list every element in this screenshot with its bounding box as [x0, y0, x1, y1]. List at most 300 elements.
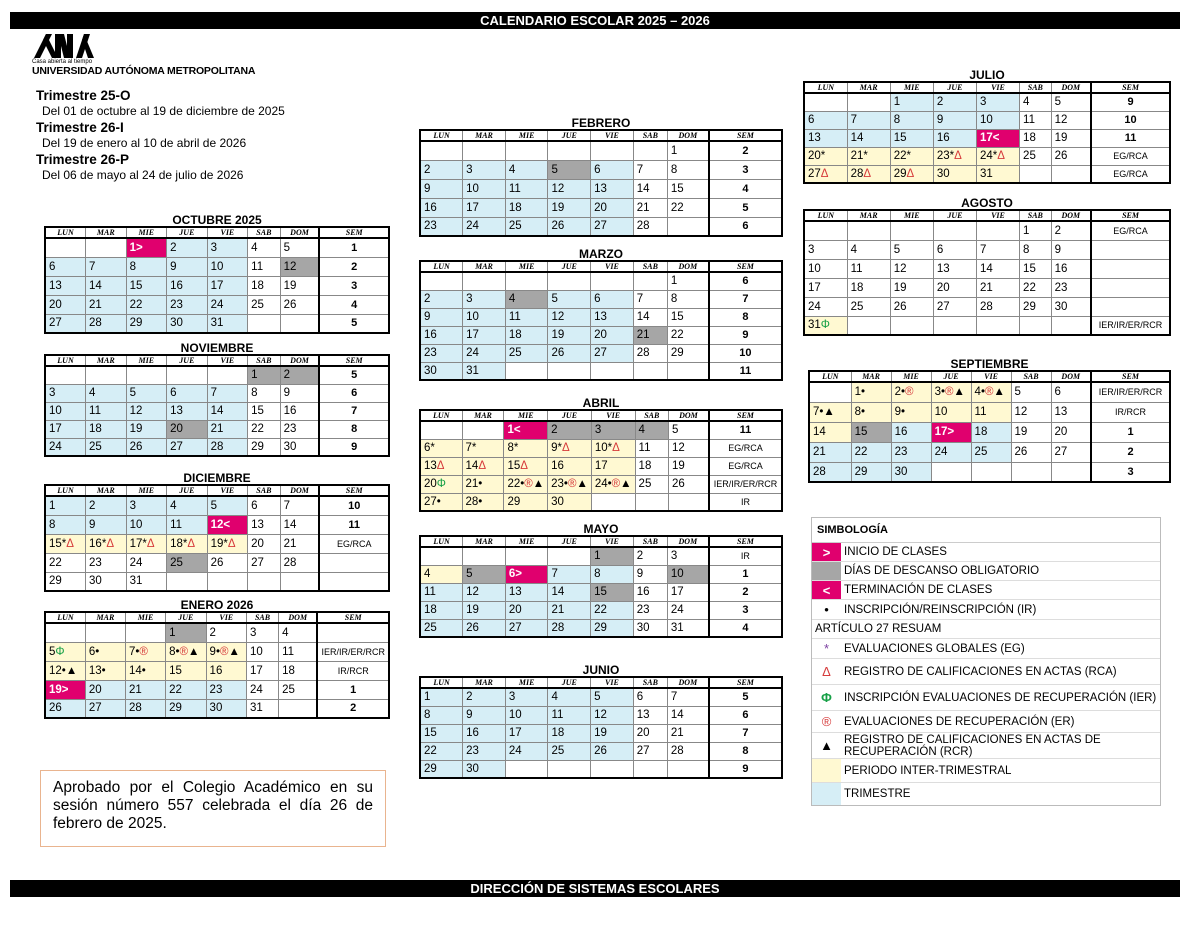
day-cell — [505, 547, 548, 565]
day-cell: 10 — [463, 179, 506, 198]
day-cell: 30 — [167, 314, 208, 333]
day-cell: 1 — [420, 688, 463, 706]
day-cell: 13 — [167, 402, 208, 420]
day-cell: 6 — [167, 384, 208, 402]
day-cell — [462, 421, 504, 439]
day-cell: 4 — [505, 160, 548, 179]
day-cell — [45, 623, 85, 642]
day-header: MAR — [86, 485, 127, 496]
week-number — [1091, 259, 1170, 278]
day-header: SEM — [319, 355, 389, 366]
day-header: VIE — [591, 130, 634, 141]
day-cell: 16 — [633, 583, 667, 601]
day-cell: 16 — [1051, 259, 1091, 278]
legend-item — [812, 759, 1160, 783]
day-cell: 15 — [166, 661, 206, 680]
day-cell: 22 — [667, 198, 708, 217]
day-header: LUN — [420, 677, 463, 688]
day-cell — [1011, 462, 1051, 482]
week-row — [804, 297, 1170, 316]
day-header: SEM — [1091, 371, 1170, 382]
week-number: 10 — [709, 344, 782, 362]
day-cell: 12 — [126, 402, 167, 420]
day-cell: 29 — [1020, 297, 1052, 316]
day-cell: 24 — [463, 344, 506, 362]
week-number: 11 — [319, 515, 389, 534]
day-cell: 31 — [246, 699, 278, 718]
day-cell: 17> — [931, 422, 971, 442]
day-cell — [548, 547, 591, 565]
day-cell: 29 — [667, 344, 708, 362]
day-cell: 18 — [847, 278, 890, 297]
legend-item — [812, 783, 1160, 805]
week-row — [45, 515, 389, 534]
day-header: DOM — [667, 130, 708, 141]
day-cell — [125, 623, 165, 642]
week-row — [45, 238, 389, 257]
legend-icon — [812, 562, 841, 580]
day-cell: 8 — [667, 290, 708, 308]
day-cell: 8 — [126, 257, 167, 276]
week-row — [420, 439, 782, 457]
day-cell: 10 — [126, 515, 167, 534]
day-header: LUN — [45, 612, 85, 623]
day-cell: 9 — [280, 384, 319, 402]
day-cell: 4 — [279, 623, 318, 642]
week-number: EG/RCA — [1091, 165, 1170, 183]
day-cell: 20 — [633, 724, 667, 742]
legend-text: EVALUACIONES DE RECUPERACIÓN (ER) — [844, 715, 1075, 728]
day-cell — [591, 493, 635, 511]
day-cell: 1 — [1020, 221, 1052, 240]
day-cell — [890, 221, 933, 240]
day-header: MAR — [463, 536, 506, 547]
day-cell: 28 — [633, 217, 667, 236]
day-header: VIE — [976, 210, 1019, 221]
day-cell: 19 — [548, 198, 591, 217]
day-cell: 25 — [635, 475, 668, 493]
day-cell — [668, 493, 708, 511]
day-cell: 10 — [45, 402, 86, 420]
day-header: MIE — [126, 485, 167, 496]
day-header: MIE — [504, 410, 548, 421]
month-marzo — [419, 248, 783, 381]
day-cell: 3 — [126, 496, 167, 515]
calendar-table — [419, 535, 783, 638]
week-row — [45, 661, 389, 680]
day-cell: 10 — [463, 308, 506, 326]
day-cell: 5 — [548, 160, 591, 179]
day-cell — [86, 366, 127, 384]
day-header: SEM — [709, 677, 782, 688]
day-header: SEM — [709, 261, 782, 272]
day-cell: 22 — [45, 553, 86, 572]
day-header: SEM — [709, 410, 782, 421]
day-cell: 4 — [167, 496, 208, 515]
day-header: SAB — [1020, 82, 1052, 93]
legend-text: TRIMESTRE — [844, 788, 911, 800]
week-number: 9 — [709, 760, 782, 778]
day-header: SEM — [709, 130, 782, 141]
day-cell: 29 — [851, 462, 891, 482]
week-number: 10 — [319, 496, 389, 515]
day-cell: 9*Δ — [548, 439, 592, 457]
page-footer: DIRECCIÓN DE SISTEMAS ESCOLARES — [10, 880, 1180, 897]
week-number: 1 — [317, 680, 389, 699]
day-header: SAB — [633, 536, 667, 547]
day-header: DOM — [1051, 371, 1091, 382]
day-cell: 17 — [591, 457, 635, 475]
day-cell: 18 — [548, 724, 591, 742]
day-cell: 12 — [890, 259, 933, 278]
day-cell — [505, 760, 548, 778]
day-header: SAB — [635, 410, 668, 421]
week-number — [1091, 240, 1170, 259]
day-header: VIE — [591, 536, 634, 547]
week-number: 6 — [709, 217, 782, 236]
legend-text: INSCRIPCIÓN EVALUACIONES DE RECUPERACIÓN (IER) — [844, 691, 1157, 704]
day-cell: 25 — [548, 742, 591, 760]
legend-text: INSCRIPCIÓN/REINSCRIPCIÓN (IR) — [844, 603, 1037, 616]
day-cell: 11 — [505, 308, 548, 326]
day-cell: 15 — [591, 583, 634, 601]
day-cell: 27 — [505, 619, 548, 637]
week-row — [420, 421, 782, 439]
day-cell: 17*Δ — [126, 534, 167, 553]
day-cell — [976, 221, 1019, 240]
day-cell: 20 — [167, 420, 208, 438]
day-cell: 8 — [591, 565, 634, 583]
day-header: MIE — [505, 536, 548, 547]
week-number: 4 — [319, 295, 389, 314]
day-cell: 7 — [633, 290, 667, 308]
day-cell: 12 — [668, 439, 708, 457]
day-cell: 26 — [548, 217, 591, 236]
week-row — [809, 382, 1170, 402]
day-cell: 21 — [976, 278, 1019, 297]
day-cell — [847, 221, 890, 240]
week-number: 4 — [709, 179, 782, 198]
month-noviembre — [44, 342, 390, 457]
day-cell: 25 — [86, 438, 127, 456]
day-header: DOM — [1051, 210, 1091, 221]
week-row — [804, 165, 1170, 183]
day-header: JUE — [167, 355, 208, 366]
week-row — [420, 475, 782, 493]
day-cell: 17 — [463, 326, 506, 344]
day-cell: 10 — [804, 259, 847, 278]
day-cell: 15 — [851, 422, 891, 442]
day-cell: 5 — [548, 290, 591, 308]
day-cell: 3 — [804, 240, 847, 259]
trimester-list — [36, 88, 336, 184]
day-header: MAR — [86, 227, 127, 238]
day-cell: 6 — [933, 240, 976, 259]
day-cell: 26 — [45, 699, 85, 718]
day-cell: 19 — [463, 601, 506, 619]
day-cell — [591, 141, 634, 160]
day-cell — [280, 572, 319, 591]
calendar-table — [419, 409, 783, 512]
day-cell: 3 — [246, 623, 278, 642]
day-header: JUE — [167, 227, 208, 238]
day-cell: 30 — [1051, 297, 1091, 316]
week-row — [420, 141, 782, 160]
day-cell: 18 — [1020, 129, 1052, 147]
day-cell: 16 — [933, 129, 976, 147]
day-header: MAR — [86, 355, 127, 366]
day-header: MIE — [126, 227, 167, 238]
week-number — [319, 572, 389, 591]
day-cell: 9 — [933, 111, 976, 129]
day-cell — [420, 421, 462, 439]
day-cell: 9 — [420, 179, 463, 198]
week-number: 1 — [709, 565, 782, 583]
day-cell: 2•® — [891, 382, 931, 402]
day-cell: 19 — [890, 278, 933, 297]
day-cell — [1051, 462, 1091, 482]
day-cell — [933, 221, 976, 240]
day-cell: 6 — [248, 496, 280, 515]
week-number: 1 — [319, 238, 389, 257]
day-cell: 17< — [976, 129, 1019, 147]
day-cell: 1 — [890, 93, 933, 111]
symbology-title: SIMBOLOGÍA — [812, 518, 1160, 543]
day-cell: 13 — [1051, 402, 1091, 422]
day-cell: 21• — [462, 475, 504, 493]
day-cell: 12 — [1011, 402, 1051, 422]
week-row — [420, 583, 782, 601]
day-header: DOM — [1051, 82, 1091, 93]
day-cell: 6> — [505, 565, 548, 583]
day-cell: 9•®▲ — [206, 642, 246, 661]
legend-icon: Δ — [822, 664, 831, 679]
day-header: VIE — [207, 355, 248, 366]
day-cell: 1• — [851, 382, 891, 402]
day-cell: 31 — [463, 362, 506, 380]
day-cell: 8* — [504, 439, 548, 457]
day-cell: 27 — [591, 217, 634, 236]
day-header: MIE — [891, 371, 931, 382]
day-cell: 17 — [207, 276, 248, 295]
legend-item — [812, 733, 1160, 759]
day-cell — [890, 316, 933, 335]
week-number: 11 — [709, 362, 782, 380]
day-cell: 18 — [971, 422, 1011, 442]
day-cell — [279, 699, 318, 718]
day-cell: 5 — [890, 240, 933, 259]
day-cell: 20 — [933, 278, 976, 297]
week-number: 3 — [709, 601, 782, 619]
week-row — [804, 111, 1170, 129]
day-cell: 18 — [248, 276, 280, 295]
week-number: IR/RCR — [317, 661, 389, 680]
week-number: 3 — [1091, 462, 1170, 482]
day-cell: 1 — [45, 496, 86, 515]
month-title: FEBRERO — [571, 116, 631, 130]
day-cell — [591, 272, 634, 290]
day-header: LUN — [804, 82, 847, 93]
day-header: VIE — [976, 82, 1019, 93]
week-row — [809, 462, 1170, 482]
week-number: 2 — [709, 583, 782, 601]
day-cell — [248, 572, 280, 591]
day-cell: 16 — [420, 326, 463, 344]
approval-note: Aprobado por el Colegio Académico en su sesión número 557 celebrada el día 26 de febrero de 2025. — [40, 770, 386, 847]
day-cell: 30 — [280, 438, 319, 456]
day-cell: 8 — [1020, 240, 1052, 259]
day-cell: 22 — [591, 601, 634, 619]
day-header: JUE — [933, 210, 976, 221]
month-title: OCTUBRE 2025 — [172, 213, 262, 227]
month-abril — [419, 397, 783, 512]
day-cell: 1 — [591, 547, 634, 565]
day-header: JUE — [931, 371, 971, 382]
day-cell: 19 — [668, 457, 708, 475]
day-cell — [45, 366, 86, 384]
week-number: 1 — [1091, 422, 1170, 442]
day-cell: 17 — [45, 420, 86, 438]
legend-item — [812, 639, 1160, 659]
calendar-table — [803, 209, 1171, 336]
day-cell: 4 — [548, 688, 591, 706]
legend-text: INICIO DE CLASES — [844, 546, 947, 558]
day-cell: 22 — [851, 442, 891, 462]
day-cell: 3 — [45, 384, 86, 402]
day-header: SEM — [709, 536, 782, 547]
week-row — [804, 129, 1170, 147]
day-header: JUE — [933, 82, 976, 93]
day-cell: 9 — [86, 515, 127, 534]
day-cell: 24 — [246, 680, 278, 699]
day-cell: 21 — [280, 534, 319, 553]
day-cell: 13 — [933, 259, 976, 278]
day-cell: 3 — [505, 688, 548, 706]
day-cell: 31Φ — [804, 316, 847, 335]
day-header: MAR — [847, 82, 890, 93]
month-title: JUNIO — [582, 663, 620, 677]
week-row — [804, 147, 1170, 165]
day-cell — [847, 93, 890, 111]
day-cell — [248, 314, 280, 333]
legend-icon: < — [812, 581, 841, 599]
legend-text: TERMINACIÓN DE CLASES — [844, 584, 993, 596]
day-cell: 4•®▲ — [971, 382, 1011, 402]
day-cell: 18 — [635, 457, 668, 475]
day-cell: 17 — [667, 583, 708, 601]
day-cell: 11 — [505, 179, 548, 198]
day-cell: 10 — [931, 402, 971, 422]
day-cell: 6 — [591, 160, 634, 179]
legend-icon — [812, 759, 841, 782]
day-cell: 26 — [1011, 442, 1051, 462]
day-header: DOM — [280, 227, 319, 238]
day-cell: 14 — [207, 402, 248, 420]
day-cell — [667, 217, 708, 236]
week-row — [45, 257, 389, 276]
week-row — [809, 402, 1170, 422]
calendar-table — [803, 81, 1171, 184]
day-cell — [126, 366, 167, 384]
week-row — [45, 553, 389, 572]
day-cell: 5 — [1051, 93, 1091, 111]
day-cell: 1 — [667, 141, 708, 160]
week-number: 5 — [319, 366, 389, 384]
legend-item — [812, 581, 1160, 600]
day-cell: 12 — [548, 308, 591, 326]
week-row — [45, 496, 389, 515]
day-header: LUN — [804, 210, 847, 221]
day-cell: 15 — [890, 129, 933, 147]
day-cell: 19 — [591, 724, 634, 742]
day-header: VIE — [207, 485, 248, 496]
day-cell: 12 — [548, 179, 591, 198]
day-cell: 24 — [463, 217, 506, 236]
calendar-table — [419, 129, 783, 237]
day-header: SAB — [248, 355, 280, 366]
day-cell: 7 — [976, 240, 1019, 259]
day-cell: 23 — [1051, 278, 1091, 297]
day-cell: 10 — [976, 111, 1019, 129]
week-row — [420, 344, 782, 362]
day-cell: 14 — [809, 422, 851, 442]
day-header: LUN — [420, 410, 462, 421]
day-cell: 27 — [45, 314, 86, 333]
week-number: 5 — [319, 314, 389, 333]
day-cell: 15Δ — [504, 457, 548, 475]
day-cell: 23 — [633, 601, 667, 619]
day-cell: 2 — [420, 290, 463, 308]
day-cell: 4 — [86, 384, 127, 402]
day-cell: 7 — [280, 496, 319, 515]
day-cell: 10 — [246, 642, 278, 661]
day-header: SAB — [1011, 371, 1051, 382]
day-cell: 18 — [86, 420, 127, 438]
day-header: MIE — [890, 82, 933, 93]
day-cell: 28 — [667, 742, 708, 760]
day-cell: 20 — [1051, 422, 1091, 442]
day-cell: 14 — [633, 179, 667, 198]
day-cell — [463, 272, 506, 290]
day-cell: 18 — [505, 326, 548, 344]
month-title: AGOSTO — [961, 196, 1013, 210]
day-cell: 21 — [207, 420, 248, 438]
trimester-name: Trimestre 26-I — [36, 120, 124, 135]
day-cell: 22 — [166, 680, 206, 699]
day-header: MAR — [462, 410, 504, 421]
calendar-table — [44, 484, 390, 592]
month-title: ENERO 2026 — [180, 598, 254, 612]
day-cell: 11 — [847, 259, 890, 278]
day-cell: 7* — [462, 439, 504, 457]
day-cell: 27 — [591, 344, 634, 362]
week-number: 8 — [709, 742, 782, 760]
day-cell: 9 — [633, 565, 667, 583]
day-cell: 26 — [668, 475, 708, 493]
day-cell: 24 — [505, 742, 548, 760]
day-cell: 15 — [420, 724, 463, 742]
day-header: MAR — [851, 371, 891, 382]
calendar-table — [44, 226, 390, 334]
day-header: SEM — [319, 485, 389, 496]
day-cell — [86, 238, 127, 257]
day-cell: 26 — [890, 297, 933, 316]
day-cell: 4 — [635, 421, 668, 439]
week-row — [45, 680, 389, 699]
day-cell: 26 — [207, 553, 248, 572]
day-cell: 14 — [976, 259, 1019, 278]
week-row — [420, 308, 782, 326]
